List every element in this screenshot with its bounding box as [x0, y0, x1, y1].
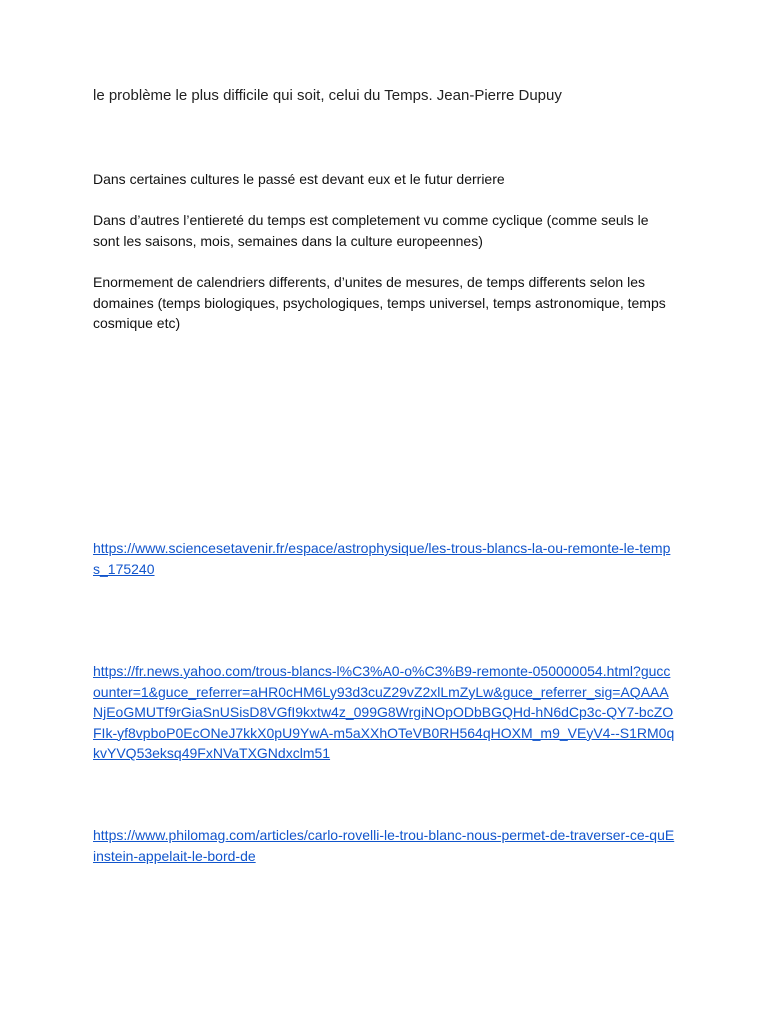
paragraph-1: Dans certaines cultures le passé est devant eux et le futur derriere — [93, 171, 505, 187]
link-philomag[interactable]: https://www.philomag.com/articles/carlo-rovelli-le-trou-blanc-nous-permet-de-traverser-ce-quEinstein-appelait-le-bord-de — [93, 827, 675, 864]
link-sciencesetavenir[interactable]: https://www.sciencesetavenir.fr/espace/astrophysique/les-trous-blancs-la-ou-remonte-le-temps_175240 — [93, 540, 671, 577]
paragraph-2: Dans d’autres l’entiereté du temps est completement vu comme cyclique (comme seuls le sont les saisons, mois, semaines dans la culture europeennes) — [93, 212, 649, 249]
quote-line: le problème le plus difficile qui soit, celui du Temps. Jean-Pierre Dupuy — [93, 87, 562, 104]
link-yahoo-news[interactable]: https://fr.news.yahoo.com/trous-blancs-l%C3%A0-o%C3%B9-remonte-050000054.html?guccounter=1&guce_referrer=aHR0cHM6Ly93d3cuZ29vZ2xlLmZyLw&guce_referrer_sig=AQAAANjEoGMUTf9rGiaSnUSisD8VGfI9kxtw4z_099G8WrgiNOpODbBGQHd-hN6dCp3c-QY7-bcZOFIk-yf8vpboP0EcONeJ7kkX0pU9YwA-m5aXXhOTeVB0RH564qHOXM_m9_VEyV4--S1RM0qkvYVQ53eksq49FxNVaTXGNdxclm51 — [93, 663, 675, 761]
paragraph-3: Enormement de calendriers differents, d’unites de mesures, de temps differents selon les domaines (temps biologiques, psychologiques, temps universel, temps astronomique, temps cosmique etc) — [93, 274, 666, 331]
